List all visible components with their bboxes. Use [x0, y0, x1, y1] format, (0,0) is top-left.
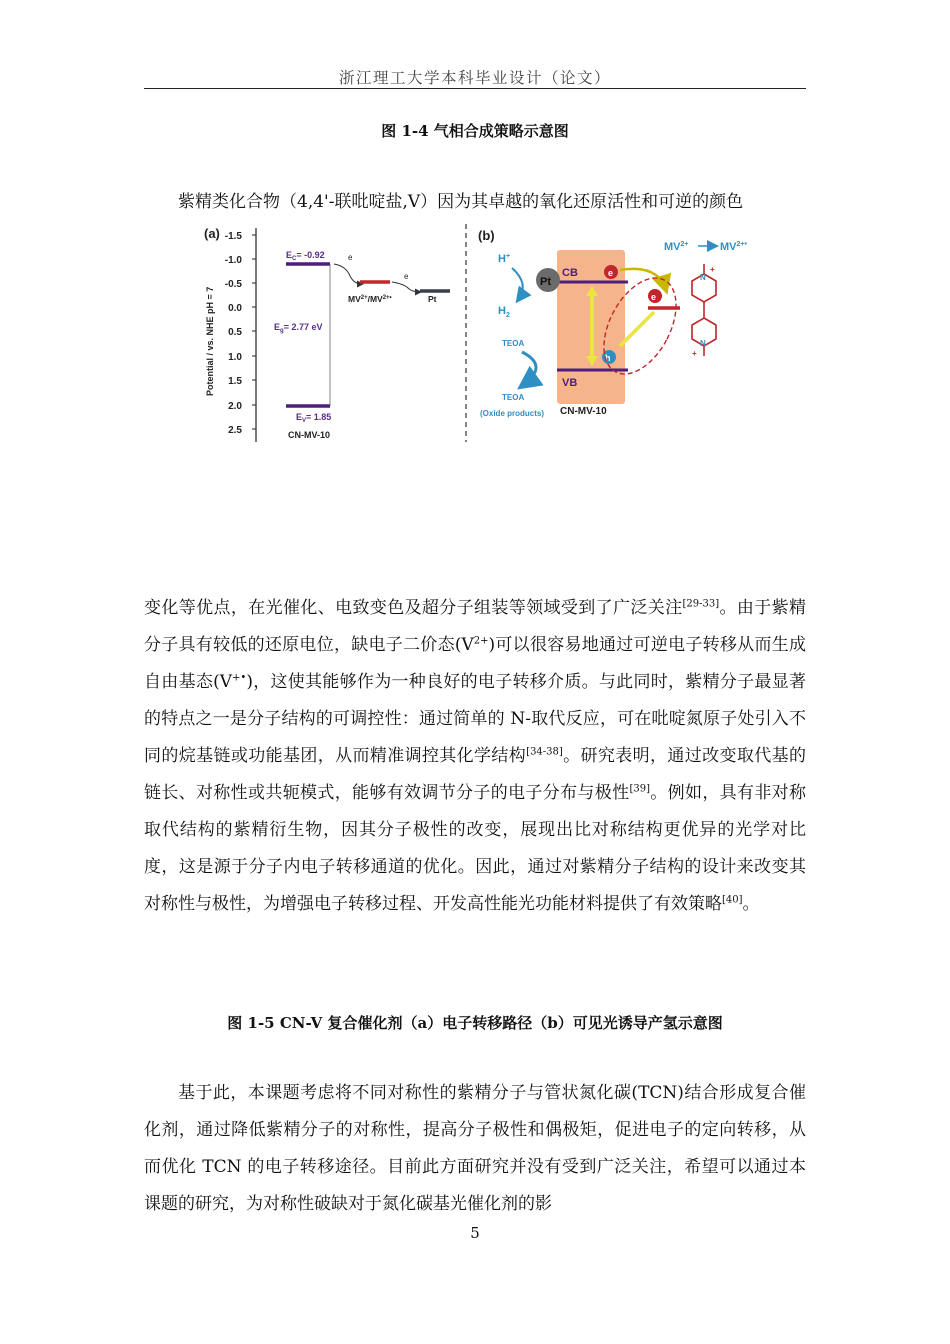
teoa-bottom-label: TEOA [502, 393, 525, 402]
tick-label: 0.0 [228, 303, 242, 314]
tick-label: -1.0 [224, 255, 242, 266]
tick-label: 1.5 [228, 376, 242, 387]
panel-a-material: CN-MV-10 [288, 430, 331, 440]
tick-label: 2.0 [228, 401, 242, 412]
paragraph-1-text: 变化等优点，在光催化、电致变色及超分子组装等领域受到了广泛关注[29-33]。由于紫精分子具有较低的还原电位，缺电子二价态$(V^{2+})$可以很容易地通过可逆电子转移从而生成自由基态(V+•)，这使其能够作为一种良好的电子转移介质。与此同时，紫精分子最显著的特点之一是分子结构的可调控性：通过简单的 N-取代反应，可在吡啶氮原子处引入不同的烷基链或功能基团，从而精准调控其化学结构[34-38]。研究表明，通过改变取代基的链长、对称性或共轭模式，能够有效调节分子的电子分布与极性[39]。例如，具有非对称取代结构的紫精衍生物，因其分子极性的改变，展现出比对称结构更优异的光学对比度，这是源于分子内电子转移通道的优化。因此，通过对紫精分子结构的设计来改变其对称性与极性，为增强电子转移过程、开发高性能光功能材料提供了有效策略[40]。 [144, 598, 807, 914]
n-bottom-label: N [700, 339, 706, 348]
panel-a-label: (a) [204, 226, 220, 241]
plus-bottom-label: + [692, 349, 697, 358]
paragraph-2-text: 基于此，本课题考虑将不同对称性的紫精分子与管状氮化碳(TCN)结合形成复合催化剂，通过降低紫精分子的对称性，提高分子极性和偶极矩，促进电子的定向转移，从而优化 TCN 的电子转移途径。目前此方面研究并没有受到广泛关注，希望可以通过本课题的研究，为对称性破缺对于氮化碳基光催化剂的影 [144, 1083, 806, 1214]
mv-reaction-left: $MV^{2+}$ [664, 241, 689, 253]
paragraph-1-first-line: 紫精类化合物（4,4'-联吡啶盐,V）因为其卓越的氧化还原活性和可逆的颜色 [178, 192, 744, 212]
tick-label: 1.0 [228, 352, 242, 363]
citation: [40] [722, 894, 743, 906]
hole-circle-label: h [605, 353, 611, 363]
ev-annotation: $E_V= 1.85$ [296, 412, 332, 424]
ec-annotation: $E_C= -0.92$ [286, 250, 325, 262]
citation: [34-38] [526, 746, 563, 758]
tick-label: 0.5 [228, 327, 242, 338]
citation: [39] [629, 783, 650, 795]
h2-label: $H_2$ [498, 305, 510, 319]
eg-annotation: $E_g= 2.77$ eV [274, 322, 323, 334]
paragraph-2 [144, 1075, 806, 1223]
cb-label: CB [562, 267, 578, 279]
figure-1-4-caption: 图 1-4 气相合成策略示意图 [381, 122, 569, 140]
plus-top-label: + [710, 265, 715, 274]
tick-label: 2.5 [228, 425, 242, 436]
panel-a-ticks [225, 231, 243, 436]
vb-label: VB [562, 377, 578, 389]
page-number: 5 [470, 1224, 480, 1242]
figure-1-5-caption: 图 1-5 CN-V 复合催化剂（a）电子转移路径（b）可见光诱导产氢示意图 [227, 1014, 723, 1032]
electron-circle-2-label: e [651, 292, 657, 302]
teoa-oxidation-arrow [522, 352, 536, 386]
electron-label-2: e [404, 272, 409, 281]
page-header: 浙江理工大学本科毕业设计（论文） [338, 69, 611, 87]
paragraph-1-body [144, 590, 806, 923]
superscript-2plus: 2+ [473, 635, 489, 647]
electron-circle-label: e [608, 268, 614, 278]
tick-label: -1.5 [224, 231, 242, 242]
panel-b-label: (b) [478, 228, 495, 243]
pt-particle-label: Pt [540, 276, 551, 288]
electron-arrow-1 [334, 264, 362, 284]
mv-to-hole-arrow [620, 312, 654, 346]
n-top-label: N [700, 273, 706, 282]
citation: [29-33] [682, 598, 720, 610]
header-rule [144, 88, 806, 89]
oxide-products-label: (Oxide products) [480, 409, 545, 418]
pt-label: Pt [428, 294, 437, 304]
panel-b-material: CN-MV-10 [560, 406, 607, 417]
panel-a-tick-marks [252, 235, 256, 429]
hydrogen-evolution-arrow [512, 268, 523, 300]
superscript-plus: +• [232, 672, 247, 684]
h-plus-label: H+ [498, 253, 511, 265]
paragraph-line-1 [144, 184, 806, 221]
electron-transfer-arrow [620, 269, 666, 290]
electron-arrow-2 [392, 282, 420, 292]
figure-1-5-image [200, 220, 812, 448]
mv-couple-label: $MV^{2+}/MV^{2+•}$ [348, 294, 392, 304]
teoa-top-label: TEOA [502, 339, 525, 348]
electron-label-1: e [348, 253, 353, 262]
tick-label: -0.5 [224, 279, 242, 290]
panel-a-ylabel: Potential / vs. NHE pH = 7 [205, 286, 215, 396]
mv-reaction-right: $MV^{2+•}$ [720, 241, 747, 253]
